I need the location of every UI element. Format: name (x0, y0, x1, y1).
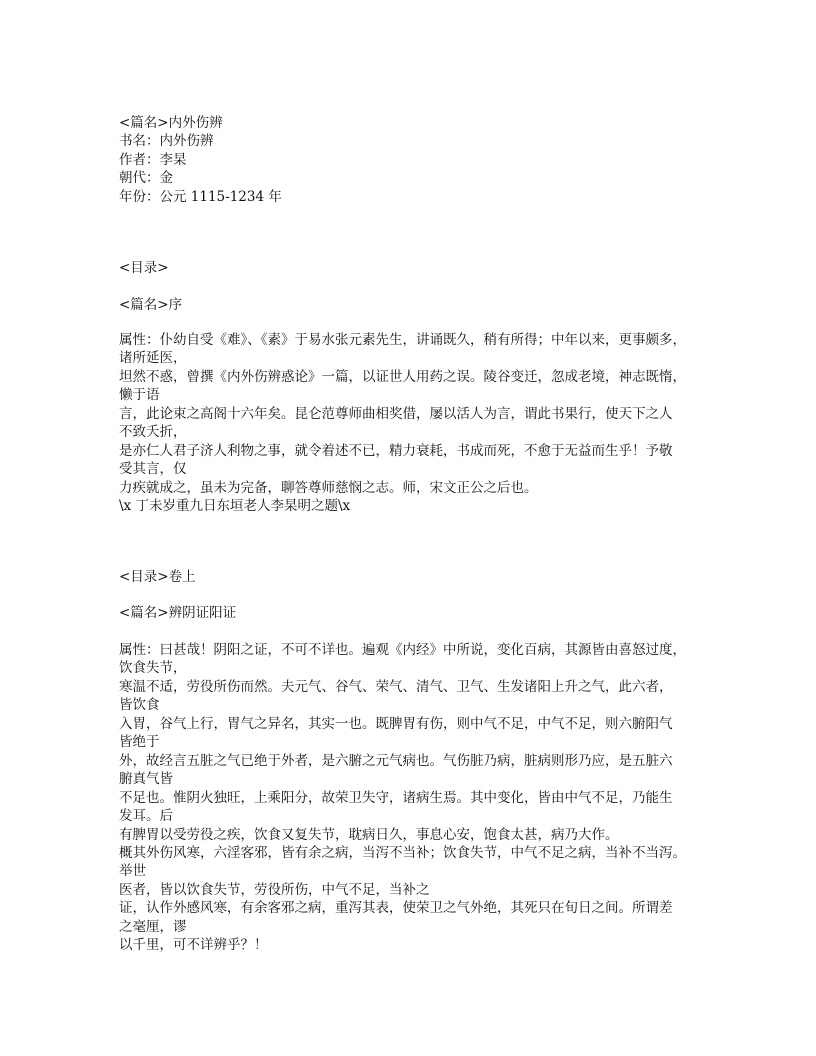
text-line: 不致夭折， (119, 424, 187, 441)
text-line: 坦然不惑，曾撰《内外伤辨惑论》一篇，以证世人用药之误。陵谷变迁，忽成老境，神志既惰， (119, 368, 686, 385)
text-line: 举世 (119, 863, 146, 880)
years: 年份：公元 1115-1234 年 (119, 188, 282, 205)
chapter-title: <篇名>内外伤辨 (119, 115, 223, 131)
text-line: 言，此论束之高阁十六年矣。昆仑范尊师曲相奖借，屡以活人为言，谓此书果行，使天下之人 (119, 405, 673, 422)
section-title-block (119, 604, 719, 622)
text-line: 属性：曰甚哉！阴阳之证，不可不详也。遍观《内经》中所说，变化百病，其源皆由喜怒过度， (119, 642, 686, 658)
text-line: 受其言，仅 (119, 461, 187, 478)
text-line: 有脾胃以受劳役之疾，饮食又复失节，耽病日久，事息心安，饱食太甚，病乃大作。 (119, 826, 619, 843)
text-line: 证，认作外感风寒，有余客邪之病，重泻其表，使荣卫之气外绝，其死只在旬日之间。所谓差 (119, 900, 673, 917)
toc-label: <目录> (119, 260, 169, 276)
preface-body (119, 331, 719, 516)
text-line: 以千里，可不详辨乎？！ (119, 937, 268, 954)
book-name: 书名：内外伤辨 (119, 133, 214, 150)
text-line: 外，故经言五脏之气已绝于外者，是六腑之元气病也。气伤脏乃病，脏病则形乃应，是五脏六 (119, 752, 673, 769)
text-line: 之毫厘，谬 (119, 918, 187, 935)
section-title: <篇名>辨阴证阳证 (119, 605, 237, 621)
preface-title: <篇名>序 (119, 297, 183, 313)
preface-title-block (119, 296, 719, 314)
text-line: \x 丁未岁重九日东垣老人李杲明之题\x (119, 498, 351, 515)
text-line: 腑真气皆 (119, 771, 173, 788)
text-line: 饮食失节， (119, 660, 187, 677)
text-line: 医者，皆以饮食失节，劳役所伤，中气不足，当补之 (119, 881, 430, 898)
section-body (119, 641, 719, 955)
text-line: 发耳。后 (119, 808, 173, 825)
text-line: 诸所延医， (119, 350, 187, 367)
text-line: 是亦仁人君子济人利物之事，就令着述不已，精力衰耗，书成而死，不愈于无益而生乎！予敬 (119, 442, 673, 459)
text-line: 不足也。惟阴火独旺，上乘阳分，故荣卫失守，诸病生焉。其中变化，皆由中气不足，乃能生 (119, 789, 673, 806)
text-line: 概其外伤风寒，六淫客邪，皆有余之病，当泻不当补；饮食失节，中气不足之病，当补不当泻。 (119, 844, 686, 861)
text-line: 力疾就成之，虽未为完备，聊答尊师慈悯之志。师，宋文正公之后也。 (119, 479, 538, 496)
text-line: 皆绝于 (119, 734, 160, 751)
text-line: 寒温不适，劳役所伤而然。夫元气、谷气、荣气、清气、卫气、生发诸阳上升之气，此六者， (119, 678, 673, 695)
author: 作者：李杲 (119, 151, 187, 168)
toc-volume-heading (119, 568, 719, 586)
toc-heading (119, 259, 719, 277)
text-line: 皆饮食 (119, 697, 160, 714)
dynasty: 朝代：金 (119, 170, 173, 187)
text-line: 入胃，谷气上行，胃气之异名，其实一也。既脾胃有伤，则中气不足，中气不足，则六腑阳气 (119, 715, 673, 732)
text-line: 懒于语 (119, 387, 160, 404)
text-line: 属性：仆幼自受《难》、《素》于易水张元素先生，讲诵既久，稍有所得；中年以来，更事颇多， (119, 332, 686, 348)
toc-volume-label: <目录>卷上 (119, 569, 196, 585)
book-header (119, 114, 719, 206)
